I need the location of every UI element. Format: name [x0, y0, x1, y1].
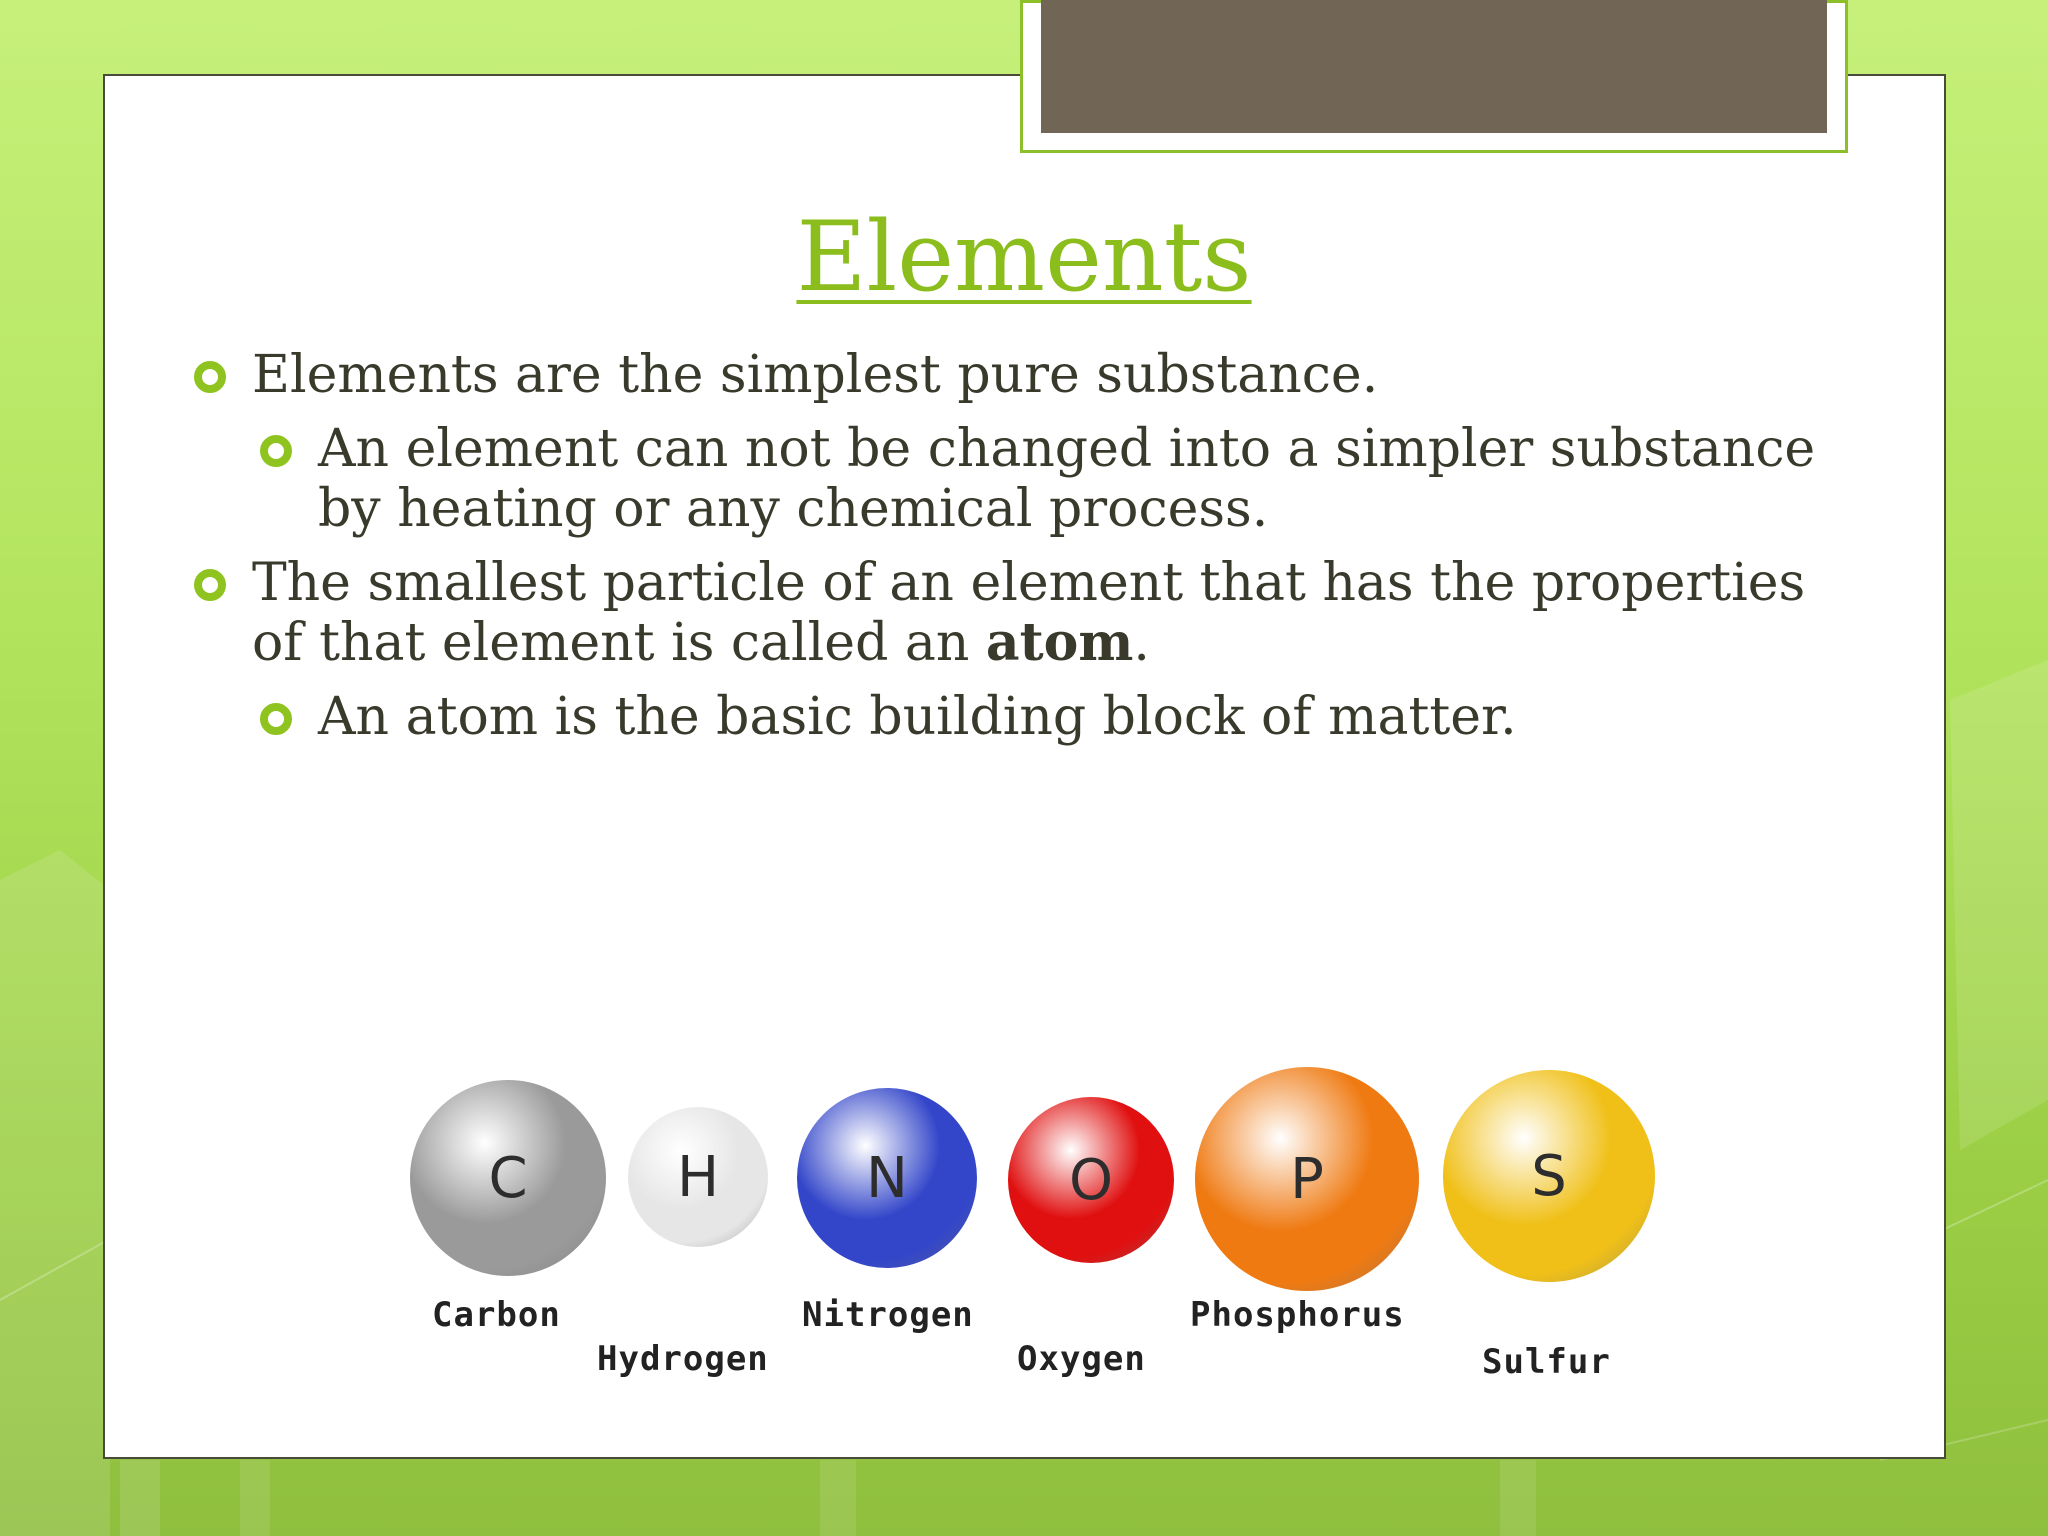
bullet-item — [190, 553, 1850, 673]
atom-label: Oxygen — [1017, 1339, 1146, 1379]
bullet-ring-icon — [260, 435, 292, 467]
bullet-text: An atom is the basic building block of matter. — [318, 687, 1517, 747]
atom-carbon — [410, 1080, 606, 1276]
slide-title: Elements — [796, 201, 1252, 313]
atom-symbol: S — [1531, 1143, 1567, 1209]
bullet-ring-icon — [260, 703, 292, 735]
atom-symbol: P — [1290, 1146, 1324, 1212]
atom-label: Sulfur — [1482, 1342, 1611, 1382]
atom-symbol: H — [676, 1144, 720, 1210]
atom-phosphorus — [1195, 1067, 1419, 1291]
atoms-figure — [400, 1055, 1660, 1395]
atom-sulfur — [1443, 1070, 1655, 1282]
bullet-ring-icon — [194, 361, 226, 393]
atom-nitrogen — [797, 1088, 977, 1268]
bullet-item-sub — [256, 419, 1850, 539]
bullet-text: An element can not be changed into a simpler substance by heating or any chemical process. — [318, 419, 1816, 539]
atom-label: Nitrogen — [802, 1295, 974, 1335]
header-tab — [1041, 0, 1827, 133]
atom-hydrogen — [628, 1107, 768, 1247]
atom-symbol: C — [488, 1145, 528, 1211]
atom-symbol: N — [866, 1145, 908, 1211]
atom-symbol: O — [1068, 1147, 1114, 1213]
bullet-item-sub — [256, 687, 1850, 747]
atom-label: Hydrogen — [597, 1339, 769, 1379]
atom-oxygen — [1008, 1097, 1174, 1263]
bullet-text-end: . — [1133, 613, 1150, 673]
atom-label: Carbon — [432, 1295, 561, 1335]
bullet-ring-icon — [194, 569, 226, 601]
bullet-text: Elements are the simplest pure substance. — [252, 345, 1379, 405]
bullet-bold-term: atom — [985, 612, 1134, 673]
bullet-item — [190, 345, 1850, 405]
bullet-list — [190, 345, 1850, 761]
bullet-text: The smallest particle of an element that has the properties of that element is called an — [252, 553, 1806, 673]
atom-label: Phosphorus — [1190, 1295, 1405, 1335]
